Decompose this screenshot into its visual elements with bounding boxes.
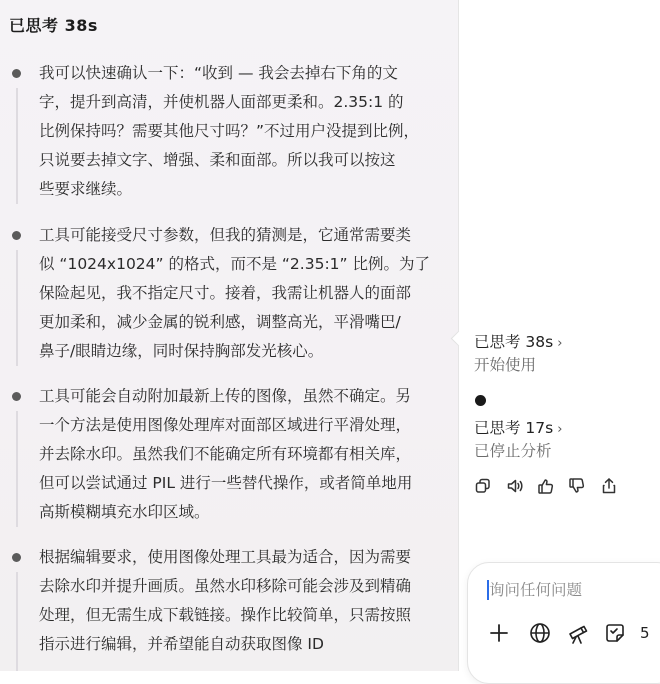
globe-icon[interactable] — [528, 621, 552, 645]
thinking-step-text: 我可以快速确认一下：“收到 — 我会去掉右下角的文 字，提升到高清，并使机器人面部更柔和。2.35:1 的 比例保持吗？需要其他尺寸吗？”不过用户没提到比例， 只说要去掉文字、增强、柔和面部。所以我可以按这 些要求继续。 — [39, 64, 420, 198]
bullet-icon — [12, 553, 21, 562]
thinking-step-text: 根据编辑要求，使用图像处理工具最为适合，因为需要 去除水印并提升画质。虽然水印移除可能会涉及到精确 处理，但无需生成下载链接。操作比较简单，只需按照 指示进行编辑，并希望能自动获取图像 ID — [39, 548, 412, 653]
bullet-icon — [12, 392, 21, 401]
copy-icon[interactable] — [474, 477, 492, 495]
telescope-icon[interactable] — [566, 621, 590, 645]
step-connector — [16, 572, 18, 671]
step-connector — [16, 411, 18, 527]
bullet-icon — [12, 231, 21, 240]
thought-summary-toggle[interactable] — [474, 330, 562, 352]
prompt-input[interactable] — [487, 577, 654, 603]
thumbs-up-icon[interactable] — [537, 477, 555, 495]
thought-duration-label: 已思考 38s — [474, 333, 554, 351]
recording-dot-icon — [475, 395, 486, 406]
status-subtext: 开始使用 — [474, 356, 537, 374]
chevron-right-icon: › — [557, 422, 563, 437]
status-subtext: 已停止分析 — [474, 442, 552, 460]
step-connector — [16, 250, 18, 366]
thumbs-down-icon[interactable] — [568, 477, 586, 495]
bullet-icon — [12, 69, 21, 78]
thinking-panel-title: 已思考 38s — [9, 16, 98, 35]
text-caret — [487, 580, 489, 600]
thought-summary-toggle-2[interactable] — [474, 416, 562, 438]
tool-count: 5 — [640, 624, 650, 642]
thought-duration-label: 已思考 17s — [474, 419, 554, 437]
step-connector — [16, 88, 18, 204]
chevron-right-icon: › — [557, 336, 563, 351]
plus-icon[interactable] — [487, 621, 511, 645]
share-icon[interactable] — [600, 477, 618, 495]
tool-icon[interactable] — [603, 621, 627, 645]
thinking-step-text: 工具可能会自动附加最新上传的图像，虽然不确定。另 一个方法是使用图像处理库对面部区域进行平滑处理， 并去除水印。虽然我们不能确定所有环境都有相关库， 但可以尝试通过 PIL 进行一些替代操作，或者简单地用 高斯模糊填充水印区域。 — [39, 387, 413, 521]
thinking-step-text: 工具可能接受尺寸参数，但我的猜测是，它通常需要类 似 “1024x1024” 的格式，而不是 “2.35:1” 比例。为了 保险起见，我不指定尺寸。接着，我需让机器人的面部 更加柔和，减少金属的锐利感，调整高光，平滑嘴巴/ 鼻子/眼睛边缘，同时保持胸部发光核心。 — [39, 226, 430, 360]
speaker-icon[interactable] — [506, 477, 524, 495]
